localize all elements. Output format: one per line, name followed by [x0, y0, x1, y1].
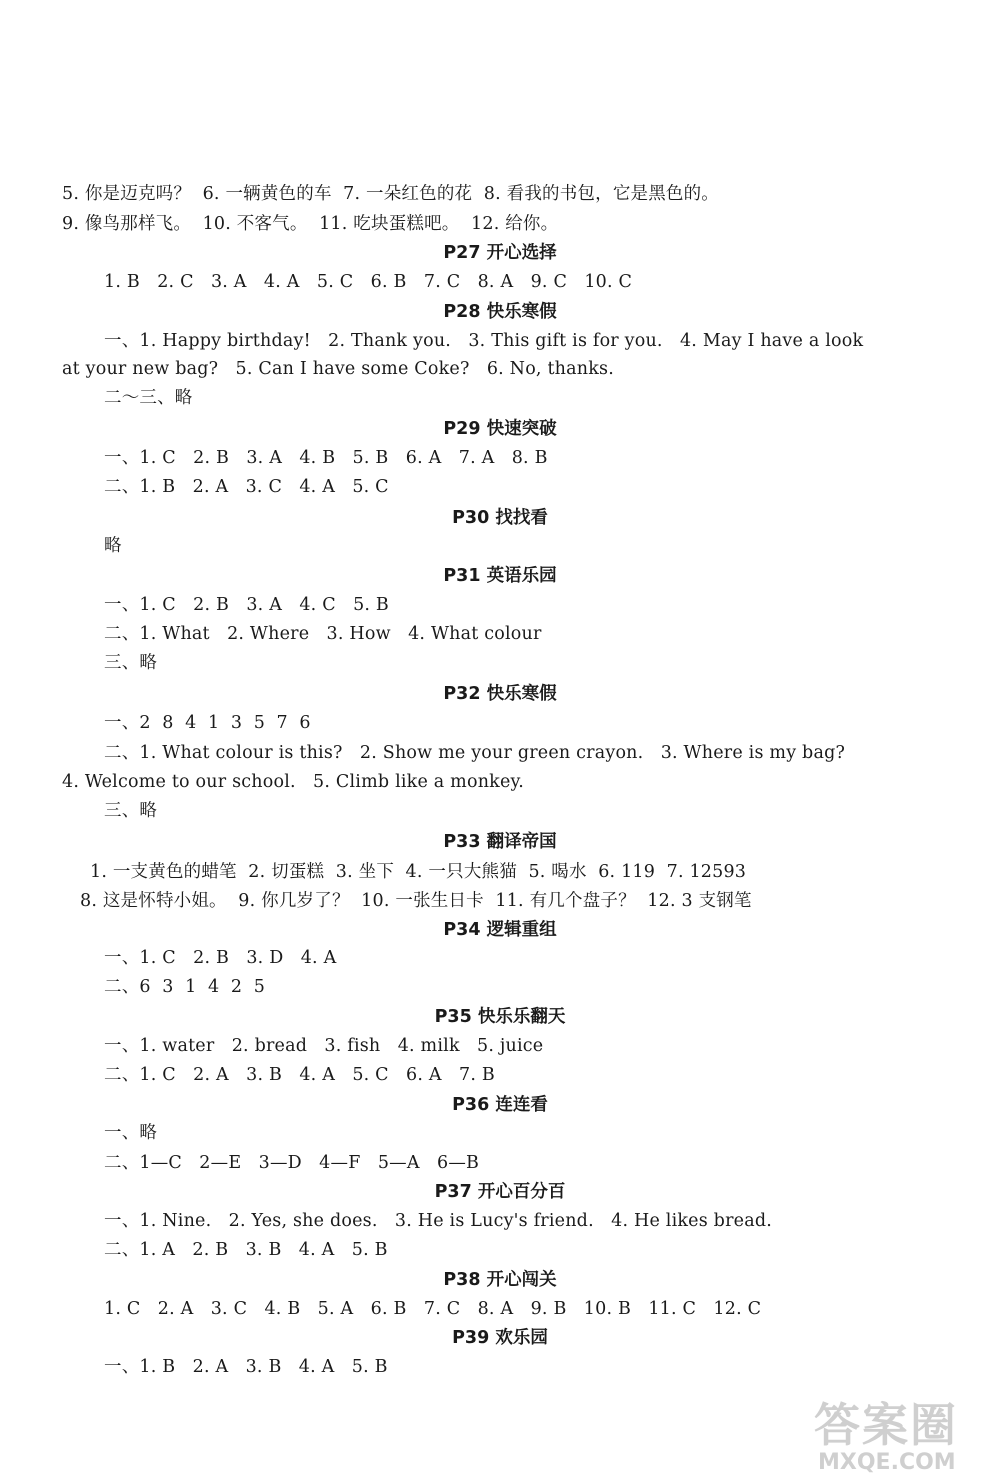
section-title: P30 找找看 [452, 508, 548, 528]
answer-line: 三、略 [104, 801, 158, 821]
section-title: P36 连连看 [452, 1095, 548, 1115]
answer-line: 二、1. C 2. A 3. B 4. A 5. C 6. A 7. B [104, 1065, 495, 1085]
answer-line: at your new bag? 5. Can I have some Coke? 6. No, thanks. [62, 359, 615, 379]
watermark-text: 答案圈 [814, 1398, 958, 1452]
section-title: P33 翻译帝国 [443, 832, 557, 852]
section-title: P32 快乐寒假 [443, 684, 557, 704]
answer-line: 一、略 [104, 1123, 158, 1143]
section-title: P35 快乐乐翻天 [434, 1007, 566, 1027]
section-title: P28 快乐寒假 [443, 302, 557, 322]
section-title: P34 逻辑重组 [443, 920, 557, 940]
watermark-url: MXQE.COM [818, 1450, 956, 1475]
answer-line: 二、1. What 2. Where 3. How 4. What colour [104, 624, 542, 644]
answer-line: 二～三、略 [104, 388, 193, 408]
answer-line: 二、1. B 2. A 3. C 4. A 5. C [104, 477, 389, 497]
watermark-logo [814, 1389, 992, 1475]
section-title: P37 开心百分百 [434, 1182, 566, 1202]
answer-line: 1. C 2. A 3. C 4. B 5. A 6. B 7. C 8. A 9. B 10. B 11. C 12. C [104, 1299, 762, 1319]
answer-line: 一、1. B 2. A 3. B 4. A 5. B [104, 1357, 388, 1377]
answer-line: 二、1. A 2. B 3. B 4. A 5. B [104, 1240, 388, 1260]
answer-line: 4. Welcome to our school. 5. Climb like a monkey. [62, 772, 525, 792]
answer-line: 二、6 3 1 4 2 5 [104, 977, 266, 997]
section-title: P39 欢乐园 [452, 1328, 548, 1348]
answer-line: 一、1. C 2. B 3. A 4. C 5. B [104, 595, 389, 615]
answer-line: 三、略 [104, 653, 158, 673]
answer-line: 5. 你是迈克吗？ 6. 一辆黄色的车 7. 一朵红色的花 8. 看我的书包，它是黑色的。 [62, 184, 720, 204]
section-title: P31 英语乐园 [443, 566, 557, 586]
section-title: P38 开心闯关 [443, 1270, 557, 1290]
answer-line: 二、1. What colour is this? 2. Show me your green crayon. 3. Where is my bag? [104, 743, 846, 763]
answer-line: 9. 像鸟那样飞。 10. 不客气。 11. 吃块蛋糕吧。 12. 给你。 [62, 214, 559, 234]
section-title: P29 快速突破 [443, 419, 557, 439]
answer-line: 一、1. Happy birthday! 2. Thank you. 3. This gift is for you. 4. May I have a look [104, 331, 864, 351]
answer-line: 一、1. C 2. B 3. D 4. A [104, 948, 337, 968]
answer-line: 一、1. water 2. bread 3. fish 4. milk 5. juice [104, 1036, 544, 1056]
answer-line: 一、2 8 4 1 3 5 7 6 [104, 713, 311, 733]
answer-line: 一、1. C 2. B 3. A 4. B 5. B 6. A 7. A 8. B [104, 448, 548, 468]
answer-line: 1. B 2. C 3. A 4. A 5. C 6. B 7. C 8. A 9. C 10. C [104, 272, 633, 292]
answer-line: 一、1. Nine. 2. Yes, she does. 3. He is Lucy's friend. 4. He likes bread. [104, 1211, 772, 1231]
answer-line: 1. 一支黄色的蜡笔 2. 切蛋糕 3. 坐下 4. 一只大熊猫 5. 喝水 6. 119 7. 12593 [90, 862, 747, 882]
section-title: P27 开心选择 [443, 243, 557, 263]
answer-line: 8. 这是怀特小姐。 9. 你几岁了？ 10. 一张生日卡 11. 有几个盘子？ 12. 3 支钢笔 [80, 891, 752, 911]
answer-line: 二、1—C 2—E 3—D 4—F 5—A 6—B [104, 1153, 480, 1173]
answer-line: 略 [104, 536, 122, 556]
